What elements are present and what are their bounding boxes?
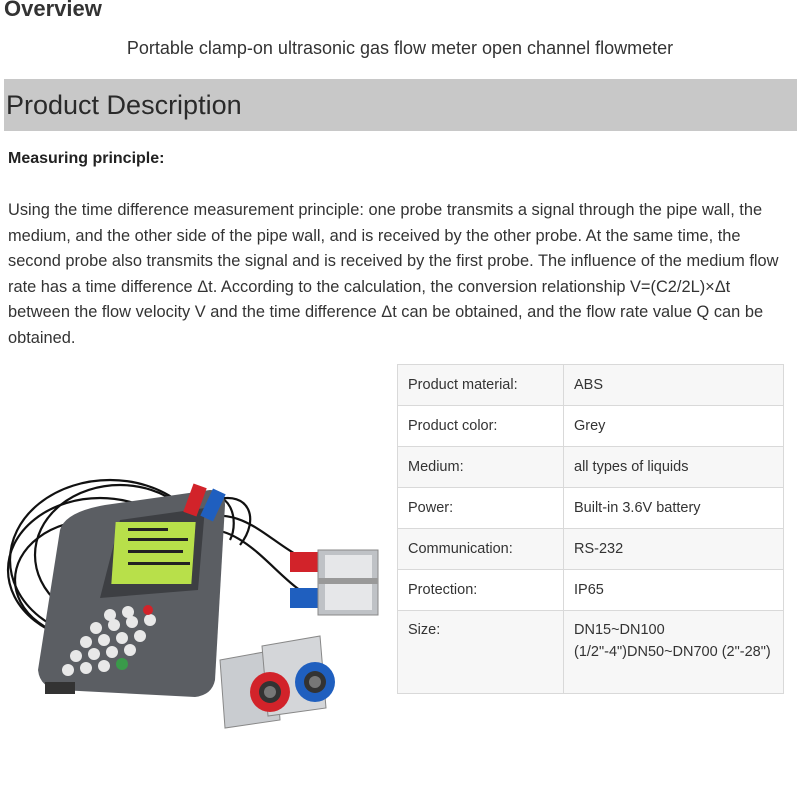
table-row [398,406,784,447]
transducer-upper [290,550,378,615]
spec-key: Communication: [398,529,564,570]
spec-key: Product material: [398,365,564,406]
transducer-lower [220,636,335,728]
spec-value: RS-232 [564,529,784,570]
spec-key: Protection: [398,570,564,611]
table-row [398,570,784,611]
spec-table [397,364,784,694]
section-header-bar [4,79,797,131]
spec-key: Size: [398,611,564,694]
spec-value: ABS [564,365,784,406]
principle-label: Measuring principle: [8,150,165,167]
handheld-meter [38,490,225,697]
flow-meter-product-image [0,460,390,740]
spec-value: Grey [564,406,784,447]
principle-paragraph: Using the time difference measurement principle: one probe transmits a signal through the pipe wall, the medium, and the other side of the pipe wall, and is received by the other probe. At the same time, the second probe also transmits the signal and is received by the first probe. The influence of the medium flow rate has a time difference Δt. According to the calculation, the conversion relationship V=(C2/2L)×Δt between the flow velocity V and the time difference Δt can be obtained, and the flow rate value Q can be obtained. [8,201,779,347]
section-heading: Product Description [6,90,242,120]
spec-value: all types of liquids [564,447,784,488]
spec-key: Medium: [398,447,564,488]
spec-value: IP65 [564,570,784,611]
table-row [398,611,784,694]
spec-value: Built-in 3.6V battery [564,488,784,529]
overview-heading: Overview [4,0,102,21]
spec-value: DN15~DN100 (1/2"-4")DN50~DN700 (2"-28") [564,611,784,694]
table-row [398,488,784,529]
table-row [398,365,784,406]
spec-key: Product color: [398,406,564,447]
spec-key: Power: [398,488,564,529]
product-subtitle: Portable clamp-on ultrasonic gas flow meter open channel flowmeter [126,38,674,58]
table-row [398,529,784,570]
table-row [398,447,784,488]
